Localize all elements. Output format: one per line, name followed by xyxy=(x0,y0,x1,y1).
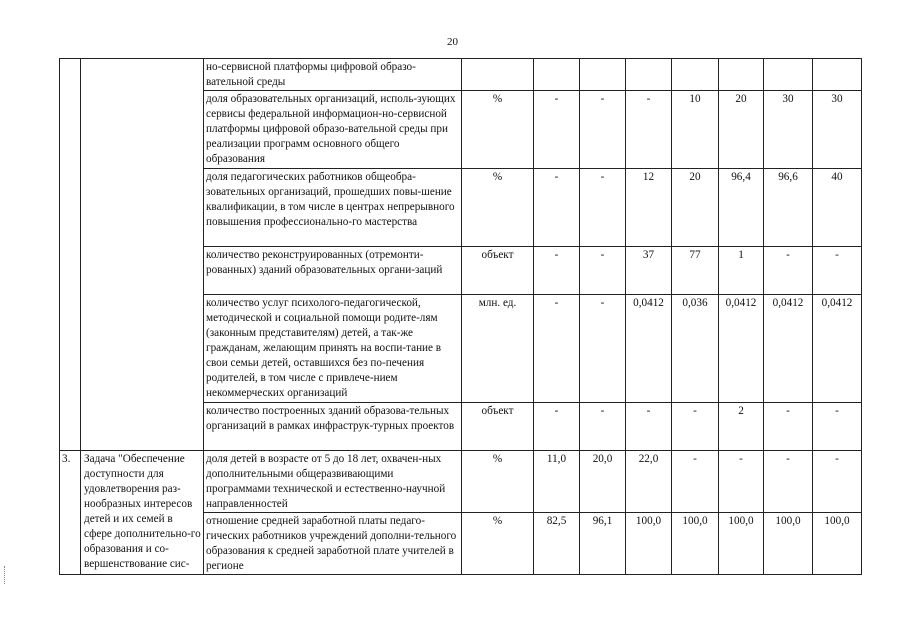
value-cell: - xyxy=(534,403,580,451)
value-cell: 20 xyxy=(719,91,764,169)
value-cell: 0,0412 xyxy=(764,295,813,403)
table-row xyxy=(60,451,862,513)
value-cell: - xyxy=(534,247,580,295)
value-cell: 100,0 xyxy=(764,513,813,575)
value-cell: 37 xyxy=(626,247,672,295)
unit-cell: объект xyxy=(462,247,534,295)
value-cell: 100,0 xyxy=(626,513,672,575)
value-cell: - xyxy=(580,247,626,295)
value-cell: - xyxy=(580,169,626,247)
table-row xyxy=(60,59,862,91)
value-cell: - xyxy=(580,295,626,403)
row-index-cell xyxy=(60,59,81,451)
value-cell: 0,036 xyxy=(672,295,719,403)
value-cell: 11,0 xyxy=(534,451,580,513)
value-cell xyxy=(580,59,626,91)
value-cell: 96,4 xyxy=(719,169,764,247)
value-cell: - xyxy=(534,169,580,247)
goal-cell xyxy=(81,59,204,451)
indicator-cell: отношение средней заработной платы педаго-гических работников учреждений дополни-тельного образования к средней заработной плате учителей в регионе xyxy=(204,513,462,575)
indicator-cell: доля педагогических работников общеобра-зовательных организаций, прошедших повы-шение квалификации, в том числе в центрах непрерывного повышения профессионально-го мастерства xyxy=(204,169,462,247)
unit-cell: млн. ед. xyxy=(462,295,534,403)
value-cell: - xyxy=(813,451,862,513)
unit-cell xyxy=(462,59,534,91)
row-index-cell: 3. xyxy=(60,451,81,575)
value-cell: - xyxy=(626,403,672,451)
value-cell: - xyxy=(672,451,719,513)
value-cell: 2 xyxy=(719,403,764,451)
value-cell: - xyxy=(813,403,862,451)
unit-cell: % xyxy=(462,451,534,513)
value-cell: - xyxy=(580,91,626,169)
value-cell xyxy=(719,59,764,91)
value-cell: - xyxy=(813,247,862,295)
page-number: 20 xyxy=(447,36,458,48)
value-cell: 0,0412 xyxy=(626,295,672,403)
value-cell: 30 xyxy=(764,91,813,169)
value-cell: - xyxy=(764,247,813,295)
value-cell: - xyxy=(534,91,580,169)
goal-cell: Задача "Обеспечение доступности для удовлетворения раз-нообразных интересов детей и их семей в сфере дополнительно-го образования и со-вершенствование сис- xyxy=(81,451,204,575)
value-cell: - xyxy=(626,91,672,169)
indicator-cell: доля детей в возрасте от 5 до 18 лет, охвачен-ных дополнительными общеразвивающими программами технической и естественно-научной направленностей xyxy=(204,451,462,513)
indicator-cell: количество услуг психолого-педагогической, методической и социальной помощи родите-лям (законным представителям) детей, а так-же гражданам, желающим принять на воспи-тание в свои семьи детей, оставшихся без по-печения родителей, в том числе с привлече-нием некоммерческих организаций xyxy=(204,295,462,403)
value-cell: 40 xyxy=(813,169,862,247)
value-cell: - xyxy=(580,403,626,451)
value-cell: 22,0 xyxy=(626,451,672,513)
scan-margin-mark xyxy=(4,566,7,584)
value-cell xyxy=(626,59,672,91)
value-cell: 0,0412 xyxy=(719,295,764,403)
unit-cell: % xyxy=(462,169,534,247)
indicators-table-wrapper xyxy=(59,58,861,572)
value-cell xyxy=(672,59,719,91)
value-cell: 100,0 xyxy=(813,513,862,575)
value-cell: 82,5 xyxy=(534,513,580,575)
value-cell: 1 xyxy=(719,247,764,295)
value-cell: 20,0 xyxy=(580,451,626,513)
indicator-cell: доля образовательных организаций, исполь-зующих сервисы федеральной информацион-но-сервисной платформы цифровой образо-вательной среды при реализации программ основного общего образования xyxy=(204,91,462,169)
indicator-cell: количество реконструированных (отремонти-рованных) зданий образовательных органи-заций xyxy=(204,247,462,295)
value-cell: 20 xyxy=(672,169,719,247)
indicators-table xyxy=(59,58,862,575)
value-cell xyxy=(534,59,580,91)
value-cell xyxy=(764,59,813,91)
value-cell: 10 xyxy=(672,91,719,169)
unit-cell: % xyxy=(462,513,534,575)
unit-cell: % xyxy=(462,91,534,169)
indicator-cell: количество построенных зданий образова-тельных организаций в рамках инфраструк-турных проектов xyxy=(204,403,462,451)
value-cell: - xyxy=(672,403,719,451)
value-cell: 0,0412 xyxy=(813,295,862,403)
value-cell: 100,0 xyxy=(672,513,719,575)
value-cell: 100,0 xyxy=(719,513,764,575)
value-cell: 77 xyxy=(672,247,719,295)
value-cell: - xyxy=(719,451,764,513)
value-cell xyxy=(813,59,862,91)
value-cell: 12 xyxy=(626,169,672,247)
indicator-cell: но-сервисной платформы цифровой образо-вательной среды xyxy=(204,59,462,91)
value-cell: - xyxy=(764,403,813,451)
value-cell: 30 xyxy=(813,91,862,169)
value-cell: 96,6 xyxy=(764,169,813,247)
value-cell: 96,1 xyxy=(580,513,626,575)
value-cell: - xyxy=(534,295,580,403)
value-cell: - xyxy=(764,451,813,513)
unit-cell: объект xyxy=(462,403,534,451)
